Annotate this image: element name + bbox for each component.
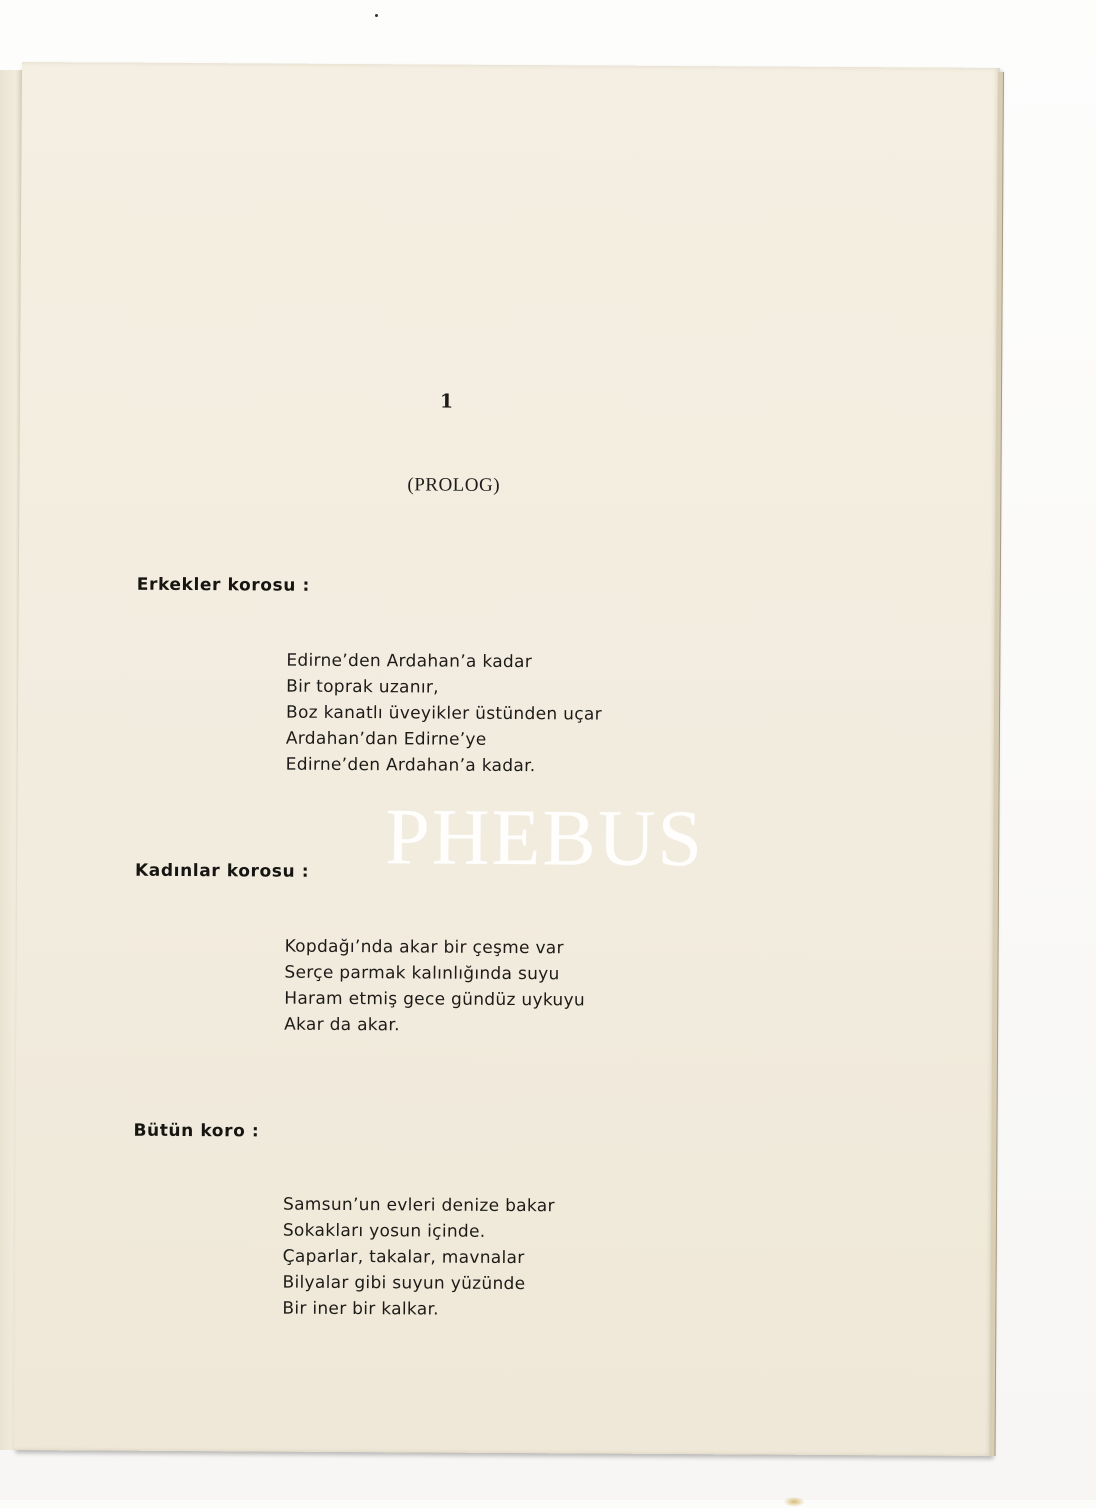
verse-line: Haram etmiş gece gündüz uykuyu (284, 988, 586, 1011)
stanza (282, 1192, 555, 1324)
verse-line: Serçe parmak kalınlığında suyu (284, 962, 560, 985)
verse-line: Sokakları yosun içinde. (282, 1220, 486, 1242)
verse-line: Akar da akar. (284, 1014, 400, 1036)
verse-line: Bir toprak uzanır, (286, 676, 439, 698)
stanza (284, 934, 585, 1040)
paper-stain (783, 1497, 805, 1507)
stanza (286, 648, 603, 780)
verse-line: Boz kanatlı üveyikler üstünden uçar (285, 702, 602, 725)
verse-line: Ardahan’dan Edirne’ye (285, 728, 487, 750)
verse-line: Bir iner bir kalkar. (282, 1298, 439, 1320)
chapter-number: 1 (439, 390, 454, 413)
verse-line: Çaparlar, takalar, mavnalar (282, 1246, 525, 1269)
verse-line: Samsun’un evleri denize bakar (282, 1194, 555, 1217)
chapter-title: (PROLOG) (407, 474, 501, 496)
verse-line: Edirne’den Ardahan’a kadar (286, 650, 533, 673)
book-page (14, 62, 1000, 1456)
verse-line: Bilyalar gibi suyun yüzünde (282, 1272, 526, 1295)
page-stack-edge (990, 72, 1004, 1456)
speaker-label: Bütün koro : (133, 1120, 260, 1142)
dust-speck (375, 14, 378, 17)
speaker-label: Kadınlar korosu : (135, 860, 310, 882)
speaker-label: Erkekler korosu : (136, 574, 310, 596)
verse-line: Edirne’den Ardahan’a kadar. (285, 754, 536, 777)
verse-line: Kopdağı’nda akar bir çeşme var (284, 936, 564, 959)
watermark-text: PHEBUS (385, 793, 705, 884)
